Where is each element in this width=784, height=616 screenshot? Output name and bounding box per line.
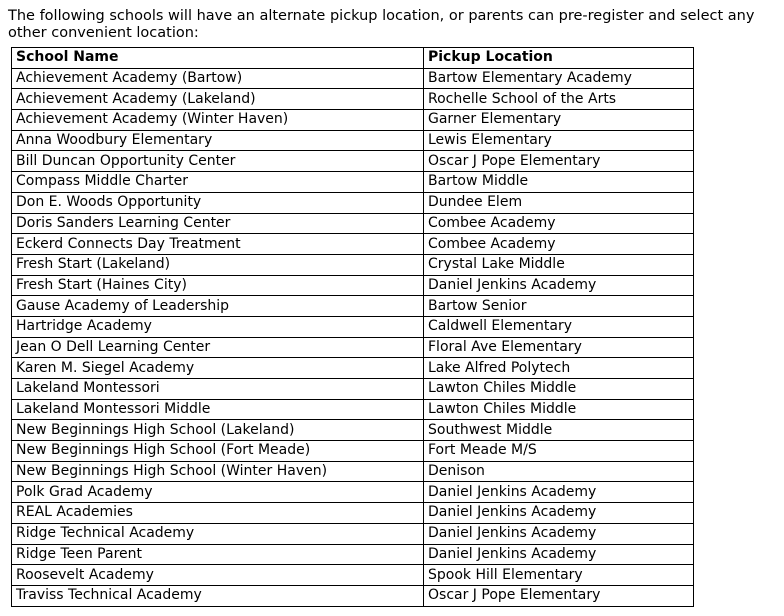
- table-row: [12, 110, 694, 131]
- school-name-cell: Ridge Technical Academy: [12, 523, 424, 544]
- pickup-location-cell: Oscar J Pope Elementary: [424, 585, 694, 606]
- school-name-cell: Karen M. Siegel Academy: [12, 358, 424, 379]
- table-row: [12, 172, 694, 193]
- pickup-location-cell: Bartow Senior: [424, 296, 694, 317]
- table-row: [12, 503, 694, 524]
- school-name-cell: Achievement Academy (Bartow): [12, 68, 424, 89]
- table-row: [12, 399, 694, 420]
- table-row: [12, 275, 694, 296]
- pickup-location-cell: Crystal Lake Middle: [424, 254, 694, 275]
- school-name-cell: Anna Woodbury Elementary: [12, 130, 424, 151]
- school-name-cell: Doris Sanders Learning Center: [12, 213, 424, 234]
- school-name-cell: Roosevelt Academy: [12, 565, 424, 586]
- pickup-location-cell: Floral Ave Elementary: [424, 337, 694, 358]
- table-row: [12, 89, 694, 110]
- school-name-cell: New Beginnings High School (Fort Meade): [12, 441, 424, 462]
- pickup-location-cell: Combee Academy: [424, 234, 694, 255]
- table-header: [12, 48, 694, 69]
- school-name-cell: Gause Academy of Leadership: [12, 296, 424, 317]
- school-name-cell: Lakeland Montessori Middle: [12, 399, 424, 420]
- school-name-cell: Achievement Academy (Winter Haven): [12, 110, 424, 131]
- pickup-location-cell: Garner Elementary: [424, 110, 694, 131]
- table-body: [12, 68, 694, 606]
- table-row: [12, 234, 694, 255]
- table-row: [12, 337, 694, 358]
- school-name-cell: Fresh Start (Lakeland): [12, 254, 424, 275]
- pickup-location-cell: Lewis Elementary: [424, 130, 694, 151]
- school-name-cell: New Beginnings High School (Winter Haven): [12, 461, 424, 482]
- school-name-cell: REAL Academies: [12, 503, 424, 524]
- pickup-location-cell: Daniel Jenkins Academy: [424, 544, 694, 565]
- table-row: [12, 68, 694, 89]
- pickup-location-cell: Denison: [424, 461, 694, 482]
- intro-text: The following schools will have an alternate pickup location, or parents can pre-register and select any other convenient location:: [8, 8, 755, 41]
- pickup-location-cell: Southwest Middle: [424, 420, 694, 441]
- table-row: [12, 213, 694, 234]
- school-name-cell: Traviss Technical Academy: [12, 585, 424, 606]
- pickup-location-cell: Spook Hill Elementary: [424, 565, 694, 586]
- table-row: [12, 523, 694, 544]
- table-row: [12, 565, 694, 586]
- pickup-location-cell: Daniel Jenkins Academy: [424, 503, 694, 524]
- pickup-location-cell: Daniel Jenkins Academy: [424, 275, 694, 296]
- school-name-cell: Bill Duncan Opportunity Center: [12, 151, 424, 172]
- pickup-location-cell: Bartow Middle: [424, 172, 694, 193]
- pickup-location-cell: Combee Academy: [424, 213, 694, 234]
- table-row: [12, 379, 694, 400]
- school-name-cell: New Beginnings High School (Lakeland): [12, 420, 424, 441]
- table-row: [12, 296, 694, 317]
- school-name-cell: Don E. Woods Opportunity: [12, 192, 424, 213]
- table-row: [12, 151, 694, 172]
- table-row: [12, 254, 694, 275]
- school-name-cell: Hartridge Academy: [12, 316, 424, 337]
- table-row: [12, 316, 694, 337]
- table-row: [12, 461, 694, 482]
- pickup-location-cell: Bartow Elementary Academy: [424, 68, 694, 89]
- pickup-location-table: [11, 47, 694, 607]
- school-name-cell: Achievement Academy (Lakeland): [12, 89, 424, 110]
- pickup-location-header: Pickup Location: [424, 48, 694, 69]
- header-row: [12, 48, 694, 69]
- school-name-cell: Fresh Start (Haines City): [12, 275, 424, 296]
- table-row: [12, 544, 694, 565]
- pickup-location-cell: Fort Meade M/S: [424, 441, 694, 462]
- pickup-location-cell: Rochelle School of the Arts: [424, 89, 694, 110]
- school-name-header: School Name: [12, 48, 424, 69]
- school-name-cell: Eckerd Connects Day Treatment: [12, 234, 424, 255]
- table-row: [12, 192, 694, 213]
- pickup-location-cell: Caldwell Elementary: [424, 316, 694, 337]
- school-name-cell: Lakeland Montessori: [12, 379, 424, 400]
- school-name-cell: Ridge Teen Parent: [12, 544, 424, 565]
- pickup-location-cell: Daniel Jenkins Academy: [424, 523, 694, 544]
- table-row: [12, 585, 694, 606]
- pickup-location-cell: Lake Alfred Polytech: [424, 358, 694, 379]
- pickup-location-cell: Lawton Chiles Middle: [424, 399, 694, 420]
- pickup-location-cell: Daniel Jenkins Academy: [424, 482, 694, 503]
- school-name-cell: Polk Grad Academy: [12, 482, 424, 503]
- pickup-location-cell: Lawton Chiles Middle: [424, 379, 694, 400]
- table-row: [12, 441, 694, 462]
- table-row: [12, 130, 694, 151]
- table-row: [12, 482, 694, 503]
- school-name-cell: Jean O Dell Learning Center: [12, 337, 424, 358]
- pickup-location-cell: Dundee Elem: [424, 192, 694, 213]
- table-row: [12, 358, 694, 379]
- school-name-cell: Compass Middle Charter: [12, 172, 424, 193]
- table-row: [12, 420, 694, 441]
- pickup-location-cell: Oscar J Pope Elementary: [424, 151, 694, 172]
